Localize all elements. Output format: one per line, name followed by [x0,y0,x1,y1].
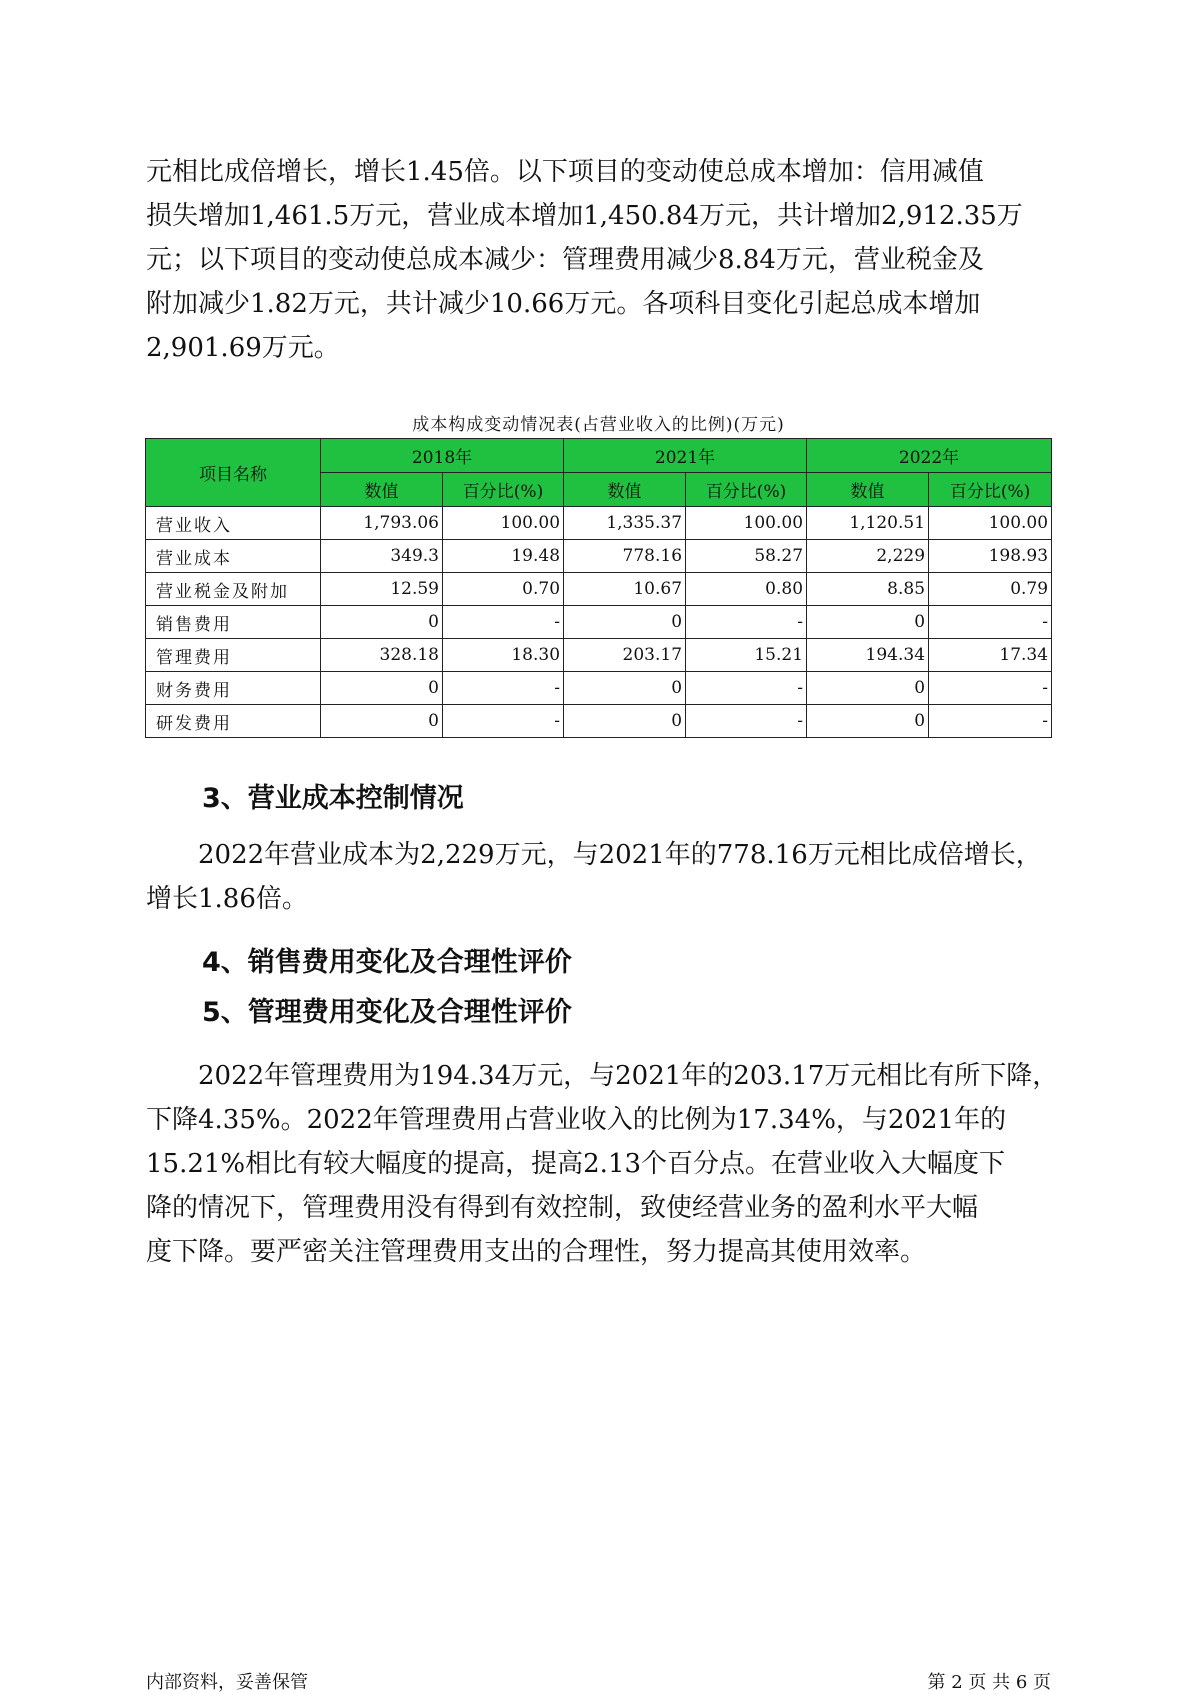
cell-value: 194.34 [807,639,929,672]
cell-percent: 100.00 [929,507,1052,540]
cell-value: 1,793.06 [321,507,443,540]
paragraph-line: 2022年营业成本为2,229万元，与2021年的778.16万元相比成倍增长， [198,840,1042,870]
paragraph-line: 元相比成倍增长，增长1.45倍。以下项目的变动使总成本增加：信用减值 [146,157,984,187]
header-value: 数值 [321,473,443,507]
paragraph-line: 下降4.35%。2022年管理费用占营业收入的比例为17.34%，与2021年的 [146,1105,1007,1135]
table-row [146,705,1052,738]
cell-value: 203.17 [564,639,686,672]
header-percent: 百分比(%) [929,473,1052,507]
cell-percent: 100.00 [443,507,564,540]
header-value: 数值 [807,473,929,507]
cell-value: 2,229 [807,540,929,573]
header-value: 数值 [564,473,686,507]
table-row [146,672,1052,705]
paragraph-operating-cost [146,833,1046,921]
cell-percent: - [443,705,564,738]
cell-value: 0 [807,606,929,639]
header-year-2022: 2022年 [807,439,1052,473]
paragraph-admin-expense [146,1054,1059,1274]
cell-percent: - [443,606,564,639]
row-item-name: 营业成本 [146,540,321,573]
cell-value: 0 [807,672,929,705]
cell-value: 328.18 [321,639,443,672]
cell-value: 1,335.37 [564,507,686,540]
table-row [146,507,1052,540]
cell-value: 10.67 [564,573,686,606]
header-year-2021: 2021年 [564,439,807,473]
cell-percent: - [929,606,1052,639]
paragraph-total-cost [146,150,1046,370]
row-item-name: 管理费用 [146,639,321,672]
paragraph-line: 15.21%相比有较大幅度的提高，提高2.13个百分点。在营业收入大幅度下 [146,1149,1006,1179]
row-item-name: 研发费用 [146,705,321,738]
table-row [146,540,1052,573]
cell-percent: 0.70 [443,573,564,606]
cell-percent: - [686,672,807,705]
cell-percent: - [929,705,1052,738]
cell-value: 0 [321,672,443,705]
cell-value: 0 [564,705,686,738]
cell-percent: 18.30 [443,639,564,672]
cell-value: 349.3 [321,540,443,573]
paragraph-line: 损失增加1,461.5万元，营业成本增加1,450.84万元，共计增加2,912.35万 [146,201,1023,231]
header-percent: 百分比(%) [686,473,807,507]
paragraph-line: 2022年管理费用为194.34万元，与2021年的203.17万元相比有所下降， [198,1061,1059,1091]
cell-value: 1,120.51 [807,507,929,540]
cell-value: 0 [564,672,686,705]
paragraph-line: 附加减少1.82万元，共计减少10.66万元。各项科目变化引起总成本增加 [146,289,981,319]
row-item-name: 财务费用 [146,672,321,705]
row-item-name: 营业收入 [146,507,321,540]
section-heading-sales-expense: 4、销售费用变化及合理性评价 [202,947,572,978]
row-item-name: 营业税金及附加 [146,573,321,606]
section-heading-admin-expense: 5、管理费用变化及合理性评价 [202,997,572,1028]
cell-value: 12.59 [321,573,443,606]
cell-percent: - [686,705,807,738]
cell-percent: - [443,672,564,705]
cell-percent: 17.34 [929,639,1052,672]
cell-value: 0 [321,705,443,738]
footer-confidential-note: 内部资料，妥善保管 [146,1672,308,1693]
cell-percent: 100.00 [686,507,807,540]
cell-percent: 0.80 [686,573,807,606]
table-caption: 成本构成变动情况表(占营业收入的比例)(万元) [412,415,785,435]
cell-percent: 58.27 [686,540,807,573]
cost-structure-table [145,438,1052,738]
cell-value: 0 [564,606,686,639]
paragraph-line: 增长1.86倍。 [146,884,308,914]
paragraph-line: 降的情况下，管理费用没有得到有效控制，致使经营业务的盈利水平大幅 [146,1193,979,1223]
row-item-name: 销售费用 [146,606,321,639]
header-item-name: 项目名称 [146,439,321,507]
table-row [146,639,1052,672]
table-row [146,606,1052,639]
cell-value: 778.16 [564,540,686,573]
table-body [146,507,1052,738]
table-row [146,573,1052,606]
cell-percent: 0.79 [929,573,1052,606]
paragraph-line: 元；以下项目的变动使总成本减少：管理费用减少8.84万元，营业税金及 [146,245,984,275]
cell-value: 0 [807,705,929,738]
cell-percent: 15.21 [686,639,807,672]
header-year-2018: 2018年 [321,439,564,473]
cell-percent: - [929,672,1052,705]
footer-page-number: 第 2 页 共 6 页 [927,1672,1051,1693]
cell-percent: - [686,606,807,639]
cell-percent: 19.48 [443,540,564,573]
section-heading-operating-cost: 3、营业成本控制情况 [202,783,464,814]
paragraph-line: 2,901.69万元。 [146,333,340,363]
cell-value: 0 [321,606,443,639]
cell-value: 8.85 [807,573,929,606]
cell-percent: 198.93 [929,540,1052,573]
header-percent: 百分比(%) [443,473,564,507]
paragraph-line: 度下降。要严密关注管理费用支出的合理性，努力提高其使用效率。 [146,1237,927,1267]
